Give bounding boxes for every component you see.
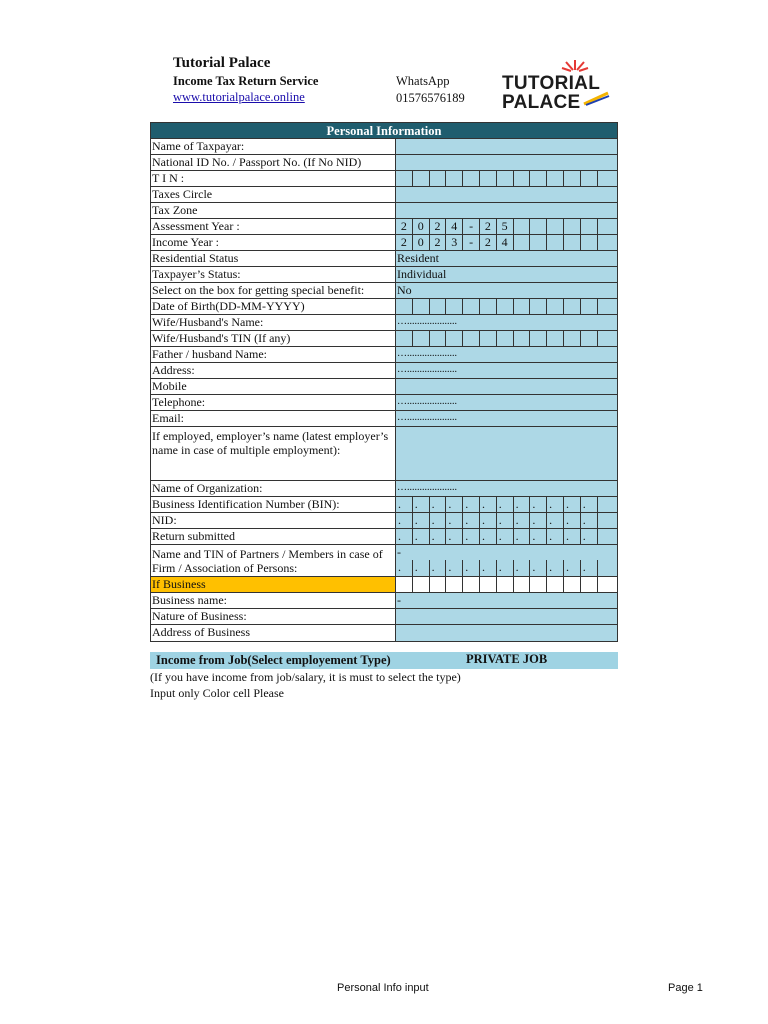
label-nid: National ID No. / Passport No. (If No NID) — [151, 155, 396, 170]
input-taxes-circle[interactable] — [396, 187, 617, 202]
row-spouse-name — [150, 315, 618, 331]
select-residential-status[interactable]: Resident — [396, 251, 617, 266]
job-type-select[interactable]: PRIVATE JOB — [466, 652, 548, 666]
label-telephone: Telephone: — [151, 395, 396, 410]
input-partners[interactable]: - . . . . . . . . . . . . — [396, 545, 617, 576]
input-date-of-birth[interactable] — [396, 299, 617, 314]
label-partners: Name and TIN of Partners / Members in case of Firm / Association of Persons: — [151, 545, 396, 576]
input-email[interactable]: ….................... — [396, 411, 617, 426]
input-address[interactable]: ….................... — [396, 363, 617, 378]
input-tax-zone[interactable] — [396, 203, 617, 218]
input-business-name[interactable]: - — [396, 593, 617, 608]
input-tin[interactable] — [396, 171, 617, 186]
label-organization: Name of Organization: — [151, 481, 396, 496]
logo-text-bottom: PALACE — [502, 92, 581, 113]
phone-number: 01576576189 — [396, 91, 465, 105]
row-spouse-tin — [150, 331, 618, 347]
input-business-address[interactable] — [396, 625, 617, 641]
label-date-of-birth: Date of Birth(DD-MM-YYYY) — [151, 299, 396, 314]
row-telephone — [150, 395, 618, 411]
input-telephone[interactable]: ….................... — [396, 395, 617, 410]
label-mobile: Mobile — [151, 379, 396, 394]
row-date-of-birth — [150, 299, 618, 315]
label-taxpayer-name: Name of Taxpayar: — [151, 139, 396, 154]
label-address: Address: — [151, 363, 396, 378]
row-organization — [150, 481, 618, 497]
row-partners — [150, 545, 618, 577]
label-nid-2: NID: — [151, 513, 396, 528]
input-mobile[interactable] — [396, 379, 617, 394]
whatsapp-label: WhatsApp — [396, 74, 450, 88]
row-father-name — [150, 347, 618, 363]
input-nid-2[interactable]: . . . . . . . . . . . . — [396, 513, 617, 528]
select-special-benefit[interactable]: No — [396, 283, 617, 298]
row-email — [150, 411, 618, 427]
row-residential-status — [150, 251, 618, 267]
website-link[interactable]: www.tutorialpalace.online — [173, 90, 305, 104]
row-nid — [150, 155, 618, 171]
job-type-label: Income from Job(Select employement Type) — [156, 653, 391, 667]
label-special-benefit: Select on the box for getting special benefit: — [151, 283, 396, 298]
input-employer-name[interactable] — [396, 427, 617, 480]
row-mobile — [150, 379, 618, 395]
row-taxpayer-status — [150, 267, 618, 283]
label-business-name: Business name: — [151, 593, 396, 608]
footer-sheet-name: Personal Info input — [337, 982, 429, 994]
row-employer-name — [150, 427, 618, 481]
sunburst-icon — [560, 58, 590, 72]
if-business-boxes — [396, 577, 617, 592]
row-return-submitted — [150, 529, 618, 545]
row-business-address — [150, 625, 618, 642]
input-bin[interactable]: . . . . . . . . . . . . — [396, 497, 617, 512]
row-bin — [150, 497, 618, 513]
row-business-nature — [150, 609, 618, 625]
label-return-submitted: Return submitted — [151, 529, 396, 544]
row-nid-2 — [150, 513, 618, 529]
form-title: Personal Information — [150, 122, 618, 139]
label-spouse-tin: Wife/Husband's TIN (If any) — [151, 331, 396, 346]
input-income-year[interactable]: 2 0 2 3 - 2 4 — [396, 235, 617, 250]
row-if-business — [150, 577, 618, 593]
row-special-benefit — [150, 283, 618, 299]
label-tin: T I N : — [151, 171, 396, 186]
input-spouse-tin[interactable] — [396, 331, 617, 346]
input-nid[interactable] — [396, 155, 617, 170]
row-business-name — [150, 593, 618, 609]
label-spouse-name: Wife/Husband's Name: — [151, 315, 396, 330]
company-title: Tutorial Palace — [173, 55, 271, 71]
input-assessment-year[interactable]: 2 0 2 4 - 2 5 — [396, 219, 617, 234]
label-business-nature: Nature of Business: — [151, 609, 396, 624]
pencil-icon — [582, 90, 612, 106]
label-assessment-year: Assessment Year : — [151, 219, 396, 234]
label-tax-zone: Tax Zone — [151, 203, 396, 218]
row-assessment-year — [150, 219, 618, 235]
row-tax-zone — [150, 203, 618, 219]
label-taxes-circle: Taxes Circle — [151, 187, 396, 202]
input-instruction-note: Input only Color cell Please — [150, 686, 284, 700]
input-spouse-name[interactable]: ….................... — [396, 315, 617, 330]
input-business-nature[interactable] — [396, 609, 617, 624]
label-residential-status: Residential Status — [151, 251, 396, 266]
row-taxpayer-name — [150, 139, 618, 155]
input-organization[interactable]: ….................... — [396, 481, 617, 496]
footer-page-number: Page 1 — [668, 982, 703, 994]
input-return-submitted[interactable]: . . . . . . . . . . . . — [396, 529, 617, 544]
job-type-band — [150, 652, 618, 669]
row-address — [150, 363, 618, 379]
input-father-name[interactable]: ….................... — [396, 347, 617, 362]
label-employer-name: If employed, employer’s name (latest employer’s name in case of multiple employment): — [151, 427, 396, 480]
job-note: (If you have income from job/salary, it is must to select the type) — [150, 670, 461, 684]
label-income-year: Income Year : — [151, 235, 396, 250]
service-name: Income Tax Return Service — [173, 74, 319, 88]
label-if-business: If Business — [151, 577, 396, 592]
label-email: Email: — [151, 411, 396, 426]
logo-text-top: TUTORIAL — [502, 73, 601, 94]
select-taxpayer-status[interactable]: Individual — [396, 267, 617, 282]
label-bin: Business Identification Number (BIN): — [151, 497, 396, 512]
tutorial-palace-logo — [502, 62, 612, 112]
row-taxes-circle — [150, 187, 618, 203]
personal-info-form — [150, 122, 618, 642]
label-business-address: Address of Business — [151, 625, 396, 641]
label-taxpayer-status: Taxpayer’s Status: — [151, 267, 396, 282]
label-father-name: Father / husband Name: — [151, 347, 396, 362]
input-taxpayer-name[interactable] — [396, 139, 617, 154]
row-income-year — [150, 235, 618, 251]
row-tin — [150, 171, 618, 187]
